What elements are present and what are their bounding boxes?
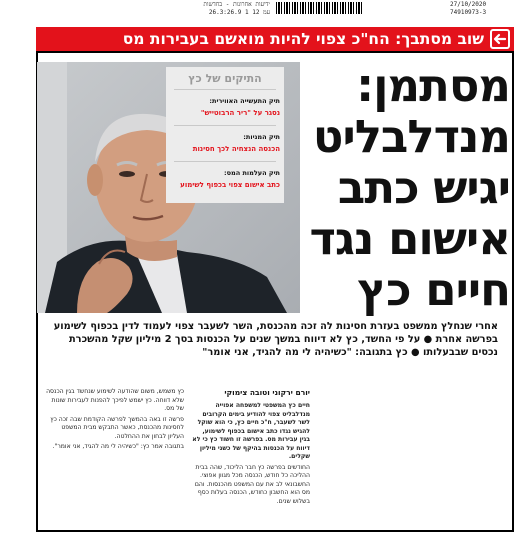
case-item-title: תיק העלמות המס: [224,169,280,177]
body-paragraph: בתגובה אמר כץ: "כשיהיה לי מה להגיד, אני אומר". [52,443,184,450]
case-item-shares [170,133,280,154]
card-divider [174,89,276,90]
main-headline [306,60,510,315]
cases-card [166,67,284,203]
body-paragraph: כץ משמש, משום שהודעה לשימוע שנחשד בגין הכנסה שלא דווחה. כץ ישמש לפיכך להפנות לעבירות שונות של מס. [46,388,184,412]
case-item-status: הכנסה הנצחיה לכך חסינות [192,145,280,153]
headline-line: מסתמן: [356,59,510,112]
section-banner [36,27,514,51]
archive-date: 27/10/2020 [450,1,487,8]
article-byline: יורם ירקוני וטובה צימוקי [224,388,310,397]
case-item-aerospace [170,97,280,118]
case-item-title: תיק התעשייה האווירית: [209,97,280,105]
body-column-left [46,388,184,454]
archive-source: ידיעות אחרונות - בחדשות [203,1,270,8]
case-item-status: נסגר על "ריר הרבוטייש" [200,109,280,117]
body-paragraph: חיים כץ המשפטי למשפחה אפוייה מנדלבליט צפוי להודיע בימים הקרובים לשר לשעבר, ח"כ חיים כץ, כי הוא שוקל להגיש נגדו כתב אישום בכפוף לשימוע, בגין עבירות מס. בפרשה זו חשוד כץ כי לא דיווח על הכנסות בהיקף של כשני מיליון שקלים. [192,402,310,460]
body-column-right [192,402,310,508]
card-divider [174,125,276,126]
headline-line: אישום נגד [309,212,510,265]
article-subhead: אחרי שנחלץ ממשפט בעזרת חסינות לה זכה מהכנסת, השר לשעבר צפוי לעמוד לדין בכפוף לשימוע בפרשה אחרת ● על פי החשד, כץ לא דיווח במשך שנים על הכנסות בסך 2 מיליון שקל מהשכרת נכסים שבבעלותו ● כץ בתגובה: "כשיהיה לי מה להגיד, אני אומר" [53,321,498,358]
case-item-tax [170,169,280,190]
arrow-left-icon [490,29,510,49]
archive-code: 74910973-3 [450,9,487,16]
archive-ref: 26.3:26.9 1 12 עמ [208,9,270,16]
headline-line: חיים כץ [357,263,510,316]
cases-card-title: התיקים של כץ [188,72,262,85]
headline-line: יגיש כתב [337,161,510,214]
case-item-title: תיק המניות: [243,133,280,141]
headline-line: מנדלבליט [312,110,510,163]
card-divider [174,161,276,162]
banner-title: שוב מסתבך: הח"כ צפוי להיות מואשם בעבירות מס [122,30,484,48]
archive-strip [0,0,525,18]
body-paragraph: החודשים בפרשה כץ חבר הליכוד, שהה בבית ההליכה כל חודש, הכנסה מכל מגוון אפוצי. החשבונאי לב את עם המשפט מהכנסות. והם מס הוא החשבון כחודש, הכנסה בעלות כסף בשלוש שנים. [194,463,310,505]
case-item-status: כתב אישום צפוי בכפוף לשימוע [180,181,280,189]
body-paragraph: פרשה זו באה בהמשך לפרשה הקודמת שבה זכה כץ לחסינות מהכנסת, כאשר התבקש מבית המשפט העליון לבחון את ההחלטה. [50,415,184,440]
barcode-icon [276,2,364,14]
